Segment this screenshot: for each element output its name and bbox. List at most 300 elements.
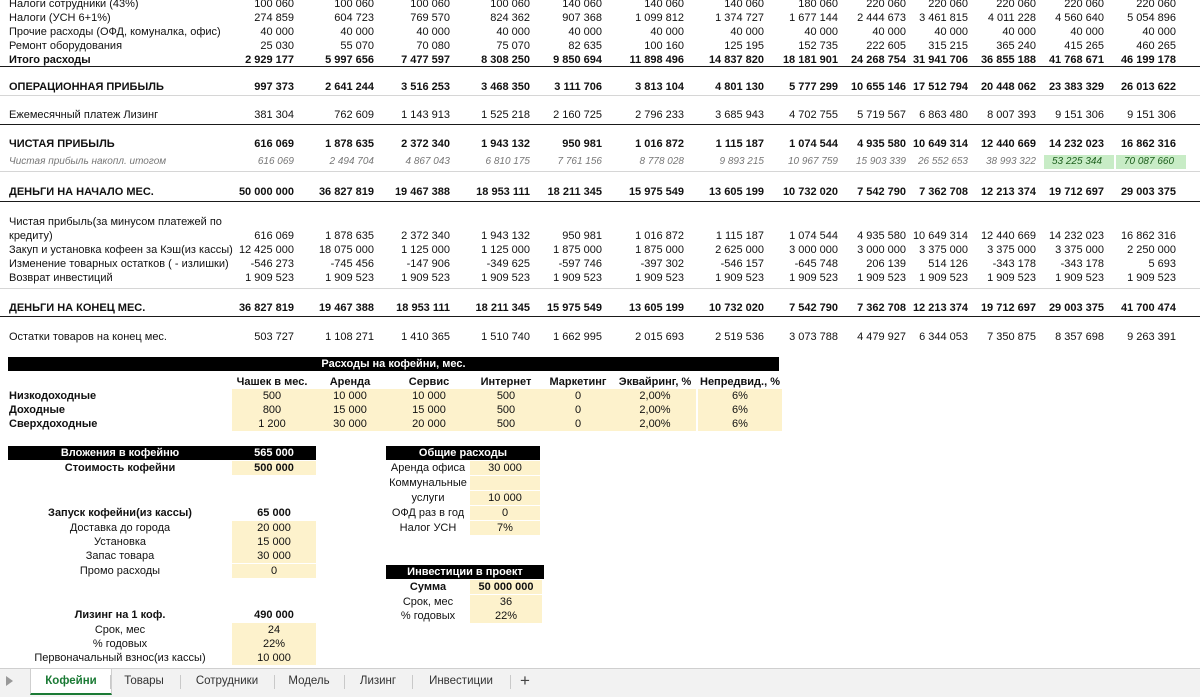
cell-value[interactable]: 1 943 132 (481, 230, 530, 242)
cell-value[interactable]: 1 909 523 (635, 272, 684, 284)
input-cell[interactable]: 10 000 (388, 389, 470, 403)
cell-value[interactable]: -343 178 (1060, 258, 1104, 270)
cell-value[interactable]: 10 732 020 (708, 302, 764, 314)
cell-value[interactable]: 3 375 000 (987, 244, 1036, 256)
table-row (0, 215, 1200, 229)
cell-value[interactable]: 7 542 790 (857, 186, 906, 198)
cell-value[interactable]: 4 935 580 (857, 230, 906, 242)
cell-value[interactable]: 1 878 635 (325, 230, 374, 242)
cell-value[interactable]: 1 909 523 (987, 272, 1036, 284)
cell-value[interactable]: 8 778 028 (639, 156, 684, 167)
param-value[interactable]: 22% (232, 637, 316, 651)
input-cell[interactable]: 500 (470, 389, 542, 403)
row-label[interactable]: ОПЕРАЦИОННАЯ ПРИБЫЛЬ (9, 81, 164, 93)
cell-value[interactable]: 40 000 (1002, 26, 1036, 38)
cell-value[interactable]: 36 855 188 (980, 54, 1036, 66)
cell-value[interactable]: 8 308 250 (481, 54, 530, 66)
cell-value[interactable]: 82 635 (568, 40, 602, 52)
cell-value[interactable]: 604 723 (334, 12, 374, 24)
cell-value[interactable]: 8 007 393 (987, 109, 1036, 121)
cell-value[interactable]: 10 649 314 (912, 230, 968, 242)
cell-value[interactable]: 2 929 177 (245, 54, 294, 66)
cell-value[interactable]: 1 909 523 (401, 272, 450, 284)
cell-value[interactable]: 2 372 340 (401, 230, 450, 242)
cell-value[interactable]: 2 625 000 (715, 244, 764, 256)
cell-value[interactable]: 950 981 (562, 230, 602, 242)
input-cell[interactable]: 10 000 (312, 389, 388, 403)
input-cell[interactable]: 15 000 (388, 403, 470, 417)
cell-value[interactable]: 16 862 316 (1120, 230, 1176, 242)
input-cell[interactable]: 800 (232, 403, 312, 417)
cell-value[interactable]: 381 304 (254, 109, 294, 121)
row-label[interactable]: Возврат инвестиций (9, 272, 113, 284)
cell-value[interactable]: 2 494 704 (329, 156, 374, 167)
input-cell[interactable]: 6% (698, 389, 782, 403)
cell-value[interactable]: 1 909 523 (857, 272, 906, 284)
cell-value[interactable]: 50 000 000 (238, 186, 294, 198)
param-value[interactable]: 50 000 000 (470, 580, 542, 594)
cell-value[interactable]: 7 362 708 (919, 186, 968, 198)
param-value[interactable]: 30 000 (470, 461, 540, 475)
cell-value[interactable]: 3 375 000 (1055, 244, 1104, 256)
row-label[interactable]: ДЕНЬГИ НА КОНЕЦ МЕС. (9, 302, 146, 314)
row-label[interactable]: Ремонт оборудования (9, 40, 123, 52)
cell-value[interactable]: 41 700 474 (1120, 302, 1176, 314)
cell-value[interactable]: 7 477 597 (401, 54, 450, 66)
row-divider (0, 171, 1200, 172)
cell-value[interactable]: -397 302 (640, 258, 684, 270)
cell-value[interactable]: 2 372 340 (401, 138, 450, 150)
cell-value[interactable]: 38 993 322 (985, 156, 1036, 167)
cell-value[interactable]: 5 719 567 (857, 109, 906, 121)
cell-value[interactable]: 100 060 (254, 0, 294, 10)
cell-value[interactable]: 997 373 (254, 81, 294, 93)
cell-value[interactable]: 8 357 698 (1055, 331, 1104, 343)
cell-value[interactable]: 180 060 (798, 0, 838, 10)
param-label: Установка (94, 536, 146, 548)
tab-6[interactable]: Инвестиции (429, 675, 493, 687)
cell-value[interactable]: 12 440 669 (980, 230, 1036, 242)
cell-value[interactable]: 1 909 523 (715, 272, 764, 284)
table-row (0, 11, 1200, 25)
cell-value[interactable]: 41 768 671 (1048, 54, 1104, 66)
cell-value[interactable]: 18 953 111 (476, 186, 530, 198)
cell-value[interactable]: 769 570 (410, 12, 450, 24)
cell-value[interactable]: 1 125 000 (401, 244, 450, 256)
input-cell[interactable]: 500 (470, 403, 542, 417)
cell-value[interactable]: 23 383 329 (1048, 81, 1104, 93)
cell-value[interactable]: 1 662 995 (553, 331, 602, 343)
param-value[interactable]: 22% (470, 609, 542, 623)
cell-value[interactable]: 460 265 (1136, 40, 1176, 52)
param-value[interactable]: 65 000 (257, 507, 291, 519)
cell-value[interactable]: 31 941 706 (912, 54, 968, 66)
row-label[interactable]: кредиту) (9, 230, 53, 242)
tab-separator (344, 675, 345, 689)
param-value[interactable] (470, 476, 540, 490)
cell-value[interactable]: 100 160 (644, 40, 684, 52)
param-value[interactable]: 36 (470, 595, 542, 609)
cell-value[interactable]: 26 552 653 (917, 156, 968, 167)
cell-value[interactable]: 40 000 (260, 26, 294, 38)
cell-value[interactable]: 220 060 (996, 0, 1036, 10)
cell-value[interactable]: 10 655 146 (850, 81, 906, 93)
cell-value[interactable]: -745 456 (330, 258, 374, 270)
cell-value[interactable]: 7 350 875 (987, 331, 1036, 343)
cell-value[interactable]: 2 444 673 (857, 12, 906, 24)
cell-value[interactable]: 40 000 (568, 26, 602, 38)
cell-value[interactable]: 40 000 (1070, 26, 1104, 38)
input-cell[interactable]: 0 (542, 417, 614, 431)
cell-value[interactable]: 315 215 (928, 40, 968, 52)
cell-value[interactable]: -546 157 (720, 258, 764, 270)
cell-value[interactable]: 19 467 388 (394, 186, 450, 198)
cell-value[interactable]: 10 967 759 (787, 156, 838, 167)
cell-value[interactable]: 152 735 (798, 40, 838, 52)
input-cell[interactable]: 500 (232, 389, 312, 403)
param-value[interactable]: 30 000 (232, 549, 316, 563)
cell-value[interactable]: 18 953 111 (396, 302, 450, 314)
cell-value[interactable]: 19 712 697 (980, 302, 1036, 314)
investment-header-label: Вложения в кофейню (60, 447, 180, 459)
cell-value[interactable]: 2 015 693 (635, 331, 684, 343)
cell-value[interactable]: 4 867 043 (405, 156, 450, 167)
cell-value[interactable]: 514 126 (928, 258, 968, 270)
cell-value[interactable]: 1 143 913 (401, 109, 450, 121)
tab-4[interactable]: Модель (288, 675, 330, 687)
input-cell[interactable]: 30 000 (312, 417, 388, 431)
cell-value[interactable]: 13 605 199 (628, 302, 684, 314)
cell-value[interactable]: 55 070 (340, 40, 374, 52)
cell-value[interactable]: 220 060 (928, 0, 968, 10)
row-label[interactable]: Закуп и установка кофеен за Кэш(из кассы) (9, 244, 233, 256)
param-label: Доставка до города (69, 522, 171, 534)
cell-value[interactable]: 5 054 896 (1127, 12, 1176, 24)
cell-value[interactable]: 1 909 523 (553, 272, 602, 284)
cell-value[interactable]: 14 837 820 (708, 54, 764, 66)
cell-value[interactable]: 2 519 536 (715, 331, 764, 343)
cell-value[interactable]: 70 087 660 (1116, 155, 1186, 169)
column-header: Непредвид., % (700, 376, 780, 388)
cell-value[interactable]: 18 181 901 (782, 54, 838, 66)
cell-value[interactable]: 6 863 480 (919, 109, 968, 121)
cell-value[interactable]: 3 516 253 (401, 81, 450, 93)
param-value[interactable]: 0 (232, 564, 316, 578)
cell-value[interactable]: 15 975 549 (628, 186, 684, 198)
cell-value[interactable]: 12 213 374 (912, 302, 968, 314)
input-cell[interactable]: 1 200 (232, 417, 312, 431)
cell-value[interactable]: 1 878 635 (325, 138, 374, 150)
tab-5[interactable]: Лизинг (359, 675, 397, 687)
cell-value[interactable]: 140 060 (644, 0, 684, 10)
investment-header (8, 446, 316, 460)
row-label[interactable]: Прочие расходы (ОФД, комуналка, офис) (9, 26, 221, 38)
cell-value[interactable]: 3 813 104 (635, 81, 684, 93)
cell-value[interactable]: 6 810 175 (485, 156, 530, 167)
cell-value[interactable]: 11 898 496 (629, 54, 684, 66)
cell-value[interactable]: 100 060 (410, 0, 450, 10)
tab-1[interactable]: Кофейни (30, 669, 112, 695)
cell-value[interactable]: 26 013 622 (1120, 81, 1176, 93)
cell-value[interactable]: 5 693 (1148, 258, 1176, 270)
param-label: Коммунальные (389, 477, 467, 489)
cell-value[interactable]: 1 909 523 (789, 272, 838, 284)
input-cell[interactable]: 6% (698, 417, 782, 431)
cell-value[interactable]: -645 748 (794, 258, 838, 270)
cell-value[interactable]: 616 069 (257, 156, 294, 167)
tab-2[interactable]: Товары (124, 675, 164, 687)
cell-value[interactable]: 70 080 (416, 40, 450, 52)
cell-value[interactable]: 140 060 (562, 0, 602, 10)
cell-value[interactable]: 29 003 375 (1120, 186, 1176, 198)
cell-value[interactable]: 1 875 000 (635, 244, 684, 256)
row-label[interactable]: Итого расходы (9, 54, 91, 66)
cell-value[interactable]: 7 542 790 (789, 302, 838, 314)
cell-value[interactable]: 3 000 000 (789, 244, 838, 256)
cell-value[interactable]: 1 510 740 (481, 331, 530, 343)
param-value[interactable]: 0 (470, 506, 540, 520)
cell-value[interactable]: 10 649 314 (912, 138, 968, 150)
cell-value[interactable]: 40 000 (1142, 26, 1176, 38)
cell-value[interactable]: 40 000 (934, 26, 968, 38)
cell-value[interactable]: 907 368 (562, 12, 602, 24)
row-label[interactable]: ЧИСТАЯ ПРИБЫЛЬ (9, 138, 115, 150)
cell-value[interactable]: 1 909 523 (1055, 272, 1104, 284)
cell-value[interactable]: 40 000 (804, 26, 838, 38)
cell-value[interactable]: -349 625 (486, 258, 530, 270)
table-row (0, 301, 1200, 315)
cell-value[interactable]: 4 011 228 (987, 12, 1036, 24)
input-cell[interactable]: 6% (698, 403, 782, 417)
row-label[interactable]: Чистая прибыль(за минусом платежей по (9, 216, 222, 228)
column-header: Сервис (408, 376, 450, 388)
cell-value[interactable]: 220 060 (1064, 0, 1104, 10)
cell-value[interactable]: 46 199 178 (1120, 54, 1176, 66)
row-divider (0, 95, 1200, 96)
cell-value[interactable]: 3 685 943 (715, 109, 764, 121)
cell-value[interactable]: 18 075 000 (318, 244, 374, 256)
cell-value[interactable]: 1 525 218 (481, 109, 530, 121)
param-value[interactable]: 500 000 (232, 461, 316, 475)
cell-value[interactable]: 75 070 (496, 40, 530, 52)
cell-value[interactable]: 365 240 (996, 40, 1036, 52)
cell-value[interactable]: 5 777 299 (789, 81, 838, 93)
param-label: % годовых (92, 638, 148, 650)
cell-value[interactable]: 17 512 794 (912, 81, 968, 93)
param-value[interactable]: 24 (232, 623, 316, 637)
cell-value[interactable]: 53 225 344 (1044, 155, 1114, 169)
cell-value[interactable]: 1 677 144 (789, 12, 838, 24)
cell-value[interactable]: 415 265 (1064, 40, 1104, 52)
cell-value[interactable]: 762 609 (334, 109, 374, 121)
row-label[interactable]: Налоги (УСН 6+1%) (9, 12, 111, 24)
cell-value[interactable]: 220 060 (866, 0, 906, 10)
cell-value[interactable]: 1 115 187 (715, 230, 764, 242)
cell-value[interactable]: -546 273 (250, 258, 294, 270)
cell-value[interactable]: 12 440 669 (980, 138, 1036, 150)
cell-value[interactable]: 3 073 788 (789, 331, 838, 343)
cell-value[interactable]: 40 000 (496, 26, 530, 38)
cell-value[interactable]: 3 468 350 (481, 81, 530, 93)
cell-value[interactable]: 7 761 156 (557, 156, 602, 167)
cell-value[interactable]: 1 016 872 (635, 138, 684, 150)
cell-value[interactable]: 1 909 523 (481, 272, 530, 284)
input-cell[interactable]: 2,00% (614, 417, 696, 431)
row-label[interactable]: Чистая прибыль накопл. итогом (9, 156, 167, 167)
cell-value[interactable]: 2 160 725 (553, 109, 602, 121)
cell-value[interactable]: 1 875 000 (553, 244, 602, 256)
input-cell[interactable]: 500 (470, 417, 542, 431)
cell-value[interactable]: 13 605 199 (708, 186, 764, 198)
cell-value[interactable]: 1 909 523 (1127, 272, 1176, 284)
cell-value[interactable]: 503 727 (254, 331, 294, 343)
cell-value[interactable]: 1 108 271 (325, 331, 374, 343)
cell-value[interactable]: 1 115 187 (715, 138, 764, 150)
cell-value[interactable]: 25 030 (260, 40, 294, 52)
cell-value[interactable]: 3 461 815 (919, 12, 968, 24)
cell-value[interactable]: 9 263 391 (1127, 331, 1176, 343)
cell-value[interactable]: 220 060 (1136, 0, 1176, 10)
cell-value[interactable]: 1 909 523 (245, 272, 294, 284)
cell-value[interactable]: 2 250 000 (1127, 244, 1176, 256)
tab-separator (412, 675, 413, 689)
cell-value[interactable]: 40 000 (872, 26, 906, 38)
cell-value[interactable]: 4 801 130 (715, 81, 764, 93)
cell-value[interactable]: 1 374 727 (715, 12, 764, 24)
cell-value[interactable]: 15 975 549 (546, 302, 602, 314)
cell-value[interactable]: 1 125 000 (481, 244, 530, 256)
input-cell[interactable]: 20 000 (388, 417, 470, 431)
cell-value[interactable]: 15 903 339 (855, 156, 906, 167)
input-cell[interactable]: 0 (542, 403, 614, 417)
cell-value[interactable]: 16 862 316 (1120, 138, 1176, 150)
cell-value[interactable]: 36 827 819 (318, 186, 374, 198)
cell-value[interactable]: 24 268 754 (850, 54, 906, 66)
cell-value[interactable]: 40 000 (416, 26, 450, 38)
cell-value[interactable]: 824 362 (490, 12, 530, 24)
cell-value[interactable]: 4 702 755 (789, 109, 838, 121)
cell-value[interactable]: 20 448 062 (980, 81, 1036, 93)
cell-value[interactable]: 100 060 (490, 0, 530, 10)
cell-value[interactable]: 274 859 (254, 12, 294, 24)
cell-value[interactable]: 616 069 (254, 230, 294, 242)
param-value[interactable]: 7% (470, 521, 540, 535)
cell-value[interactable]: 2 641 244 (325, 81, 374, 93)
cell-value[interactable]: 40 000 (650, 26, 684, 38)
cell-value[interactable]: 29 003 375 (1048, 302, 1104, 314)
cell-value[interactable]: 100 060 (334, 0, 374, 10)
cell-value[interactable]: 1 410 365 (401, 331, 450, 343)
cell-value[interactable]: 4 479 927 (857, 331, 906, 343)
row-label[interactable]: Ежемесячный платеж Лизинг (9, 109, 159, 121)
param-label: Срок, мес (402, 596, 454, 608)
cell-value[interactable]: 7 362 708 (857, 302, 906, 314)
param-value[interactable]: 15 000 (232, 535, 316, 549)
cell-value[interactable]: 5 997 656 (325, 54, 374, 66)
tab-3[interactable]: Сотрудники (195, 675, 259, 687)
cell-value[interactable]: 10 732 020 (782, 186, 838, 198)
table-row (0, 243, 1200, 257)
cell-value[interactable]: 18 211 345 (475, 302, 530, 314)
cell-value[interactable]: 206 139 (866, 258, 906, 270)
cell-value[interactable]: -147 906 (406, 258, 450, 270)
param-label: ОФД раз в год (391, 507, 465, 519)
table-row (0, 80, 1200, 94)
param-value[interactable]: 490 000 (254, 609, 294, 621)
input-cell[interactable]: 0 (542, 389, 614, 403)
cell-value[interactable]: -343 178 (992, 258, 1036, 270)
column-header: Чашек в мес. (236, 376, 308, 388)
param-value[interactable]: 10 000 (470, 491, 540, 505)
cell-value[interactable]: 140 060 (724, 0, 764, 10)
cell-value[interactable]: 4 935 580 (857, 138, 906, 150)
cell-value[interactable]: 3 111 706 (554, 81, 602, 93)
param-label: Запуск кофейни(из кассы) (48, 507, 192, 519)
cell-value[interactable]: 1 074 544 (789, 138, 838, 150)
cell-value[interactable]: 9 850 694 (553, 54, 602, 66)
cell-value[interactable]: 616 069 (254, 138, 294, 150)
cell-value[interactable]: -597 746 (558, 258, 602, 270)
cell-value[interactable]: 14 232 023 (1048, 138, 1104, 150)
cell-value[interactable]: 2 796 233 (635, 109, 684, 121)
param-label: Запас товара (85, 550, 155, 562)
cell-value[interactable]: 36 827 819 (238, 302, 294, 314)
cell-value[interactable]: 1 099 812 (635, 12, 684, 24)
cell-value[interactable]: 40 000 (340, 26, 374, 38)
param-value[interactable]: 20 000 (232, 521, 316, 535)
cell-value[interactable]: 12 213 374 (980, 186, 1036, 198)
input-cell[interactable]: 2,00% (614, 403, 696, 417)
table-row (0, 108, 1200, 122)
cell-value[interactable]: 18 211 345 (547, 186, 602, 198)
cell-value[interactable]: 1 016 872 (635, 230, 684, 242)
cell-value[interactable]: 1 909 523 (919, 272, 968, 284)
cell-value[interactable]: 9 151 306 (1127, 109, 1176, 121)
param-value[interactable]: 10 000 (232, 651, 316, 665)
row-label[interactable]: Изменение товарных остатков ( - излишки) (9, 258, 229, 270)
param-label: Сумма (409, 581, 447, 593)
tab-scroll-arrow-icon[interactable] (6, 676, 13, 686)
input-cell[interactable]: 2,00% (614, 389, 696, 403)
cell-value[interactable]: 19 712 697 (1048, 186, 1104, 198)
cell-value[interactable]: 3 000 000 (857, 244, 906, 256)
add-sheet-button[interactable]: + (520, 671, 530, 690)
cell-value[interactable]: 40 000 (730, 26, 764, 38)
cell-value[interactable]: 12 425 000 (238, 244, 294, 256)
cell-value[interactable]: 9 893 215 (719, 156, 764, 167)
row-label[interactable]: Налоги сотрудники (43%) (9, 0, 139, 10)
input-cell[interactable]: 15 000 (312, 403, 388, 417)
cell-value[interactable]: 19 467 388 (318, 302, 374, 314)
column-header: Интернет (480, 376, 532, 388)
tab-separator (180, 675, 181, 689)
cell-value[interactable]: 9 151 306 (1055, 109, 1104, 121)
cell-value[interactable]: 125 195 (724, 40, 764, 52)
cell-value[interactable]: 14 232 023 (1048, 230, 1104, 242)
row-label[interactable]: ДЕНЬГИ НА НАЧАЛО МЕС. (9, 186, 154, 198)
row-label[interactable]: Остатки товаров на конец мес. (9, 331, 167, 343)
row-divider (0, 201, 1200, 202)
cell-value[interactable]: 1 943 132 (481, 138, 530, 150)
cell-value[interactable]: 6 344 053 (919, 331, 968, 343)
cell-value[interactable]: 3 375 000 (919, 244, 968, 256)
column-header: Эквайринг, % (618, 376, 692, 388)
cell-value[interactable]: 4 560 640 (1055, 12, 1104, 24)
cell-value[interactable]: 1 074 544 (789, 230, 838, 242)
cell-value[interactable]: 950 981 (562, 138, 602, 150)
cell-value[interactable]: 1 909 523 (325, 272, 374, 284)
cell-value[interactable]: 222 605 (866, 40, 906, 52)
